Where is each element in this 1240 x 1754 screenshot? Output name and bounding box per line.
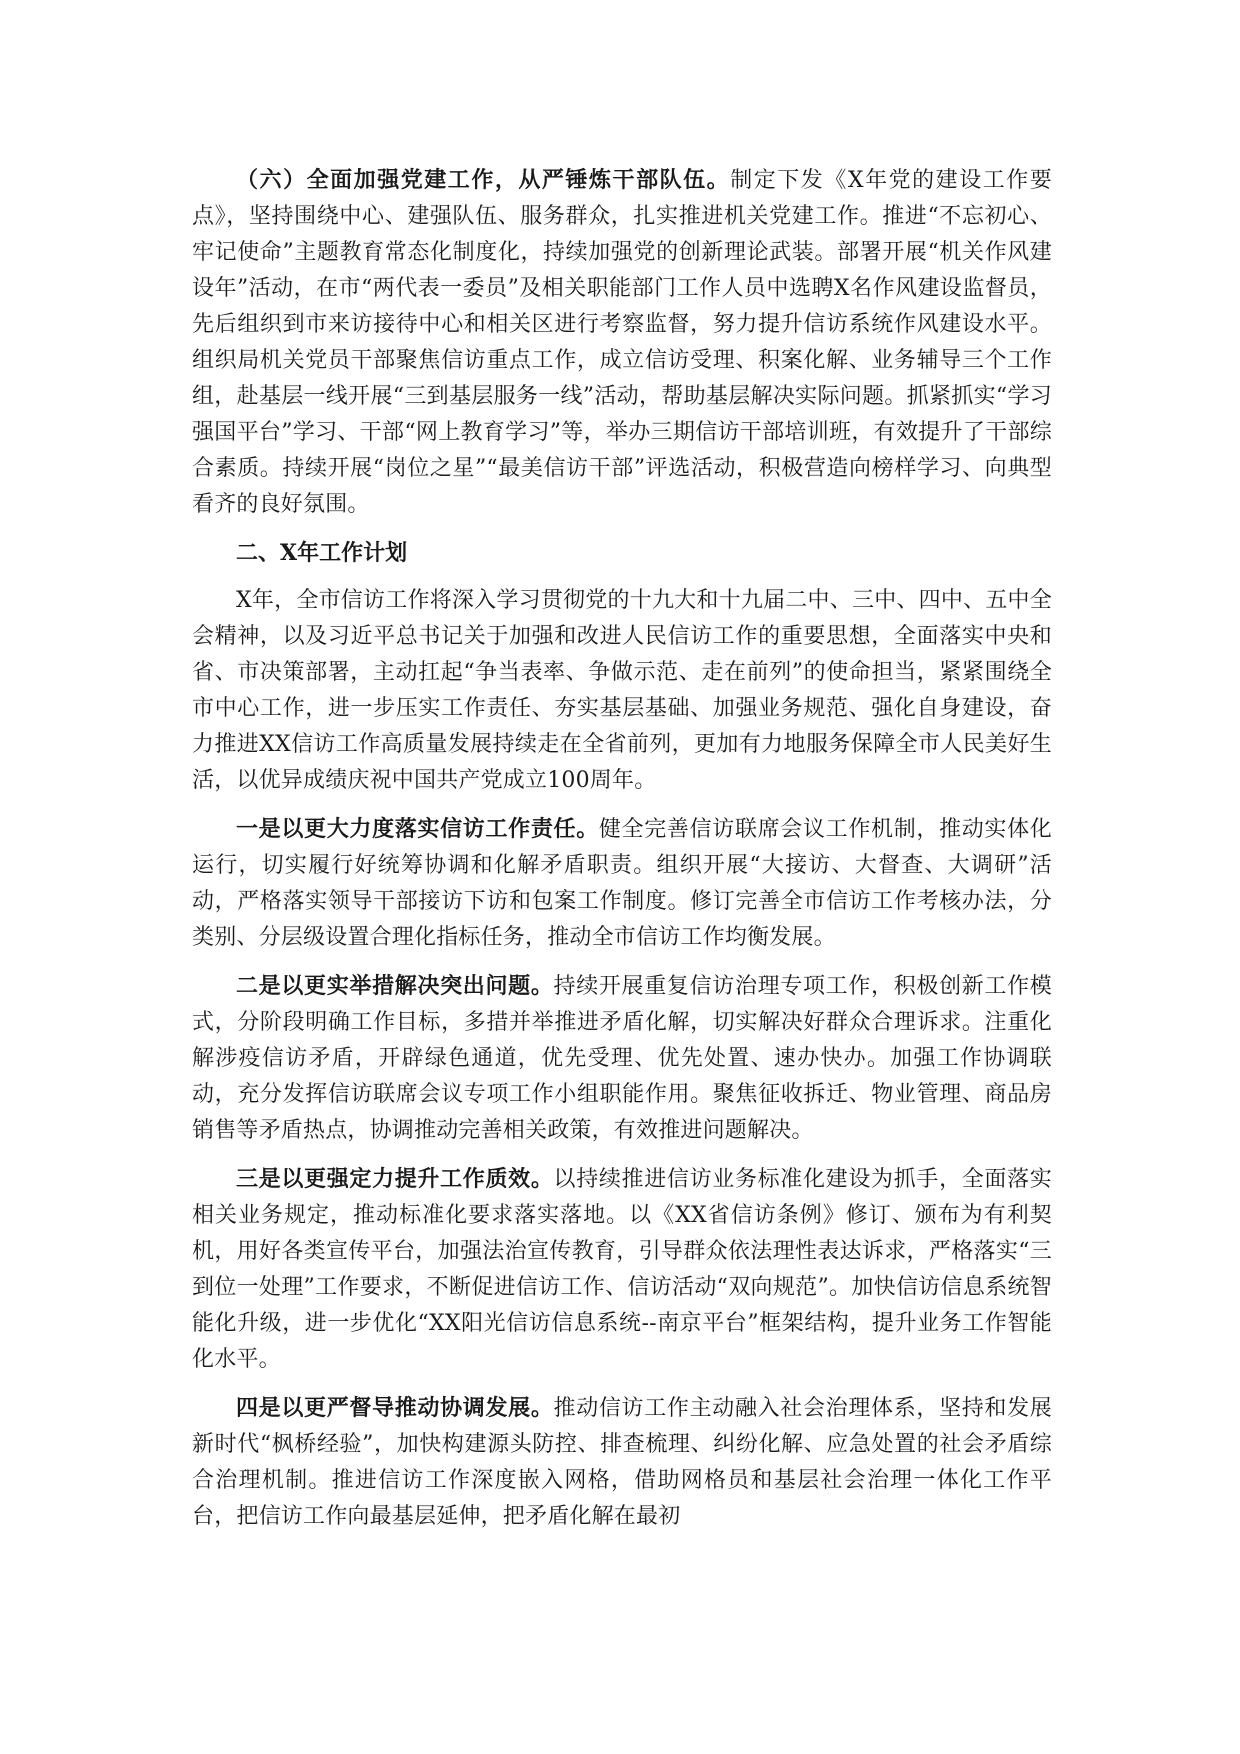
paragraph-item-three — [192, 1161, 1052, 1378]
paragraph-body: 以持续推进信访业务标准化建设为抓手，全面落实相关业务规定，推动标准化要求落实落地。以《XX省信访条例》修订、颁布为有利契机，用好各类宣传平台，加强法治宣传教育，引导群众依法理性表达诉求，严格落实“三到位一处理”工作要求，不断促进信访工作、信访活动“双向规范”。加快信访信息系统智能化升级，进一步优化“XX阳光信访信息系统--南京平台”框架结构，提升业务工作智能化水平。 — [192, 1167, 1052, 1372]
paragraph-plan-intro: X年，全市信访工作将深入学习贯彻党的十九大和十九届二中、三中、四中、五中全会精神，以及习近平总书记关于加强和改进人民信访工作的重要思想，全面落实中央和省、市决策部署，主动扛起“争当表率、争做示范、走在前列”的使命担当，紧紧围绕全市中心工作，进一步压实工作责任、夯实基层基础、加强业务规范、强化自身建设，奋力推进XX信访工作高质量发展持续走在全省前列，更加有力地服务保障全市人民美好生活，以优异成绩庆祝中国共产党成立100周年。 — [192, 588, 1052, 793]
paragraph-party-building — [192, 162, 1052, 523]
paragraph-lead: 四是以更严督导推动协调发展。 — [236, 1395, 554, 1421]
paragraph-lead: （六）全面加强党建工作，从严锤炼干部队伍。 — [236, 167, 731, 193]
section-heading-work-plan: 二、X年工作计划 — [236, 540, 408, 566]
paragraph-body: 推动信访工作主动融入社会治理体系，坚持和发展新时代“枫桥经验”，加快构建源头防控、排查梳理、纠纷化解、应急处置的社会矛盾综合治理机制。推进信访工作深度嵌入网格，借助网格员和基层社会治理一体化工作平台，把信访工作向最基层延伸，把矛盾化解在最初 — [192, 1396, 1052, 1529]
paragraph-lead: 一是以更大力度落实信访工作责任。 — [236, 816, 599, 842]
paragraph-body: 健全完善信访联席会议工作机制，推动实体化运行，切实履行好统筹协调和化解矛盾职责。组织开展“大接访、大督查、大调研”活动，严格落实领导干部接访下访和包案工作制度。修订完善全市信访工作考核办法，分类别、分层级设置合理化指标任务，推动全市信访工作均衡发展。 — [192, 817, 1052, 950]
paragraph-item-two — [192, 968, 1052, 1149]
paragraph-item-one — [192, 811, 1052, 956]
paragraph-lead: 三是以更强定力提升工作质效。 — [236, 1166, 554, 1192]
paragraph-body: 制定下发《X年党的建设工作要点》，坚持围绕中心、建强队伍、服务群众，扎实推进机关党建工作。推进“不忘初心、牢记使命”主题教育常态化制度化，持续加强党的创新理论武装。部署开展“机关作风建设年”活动，在市“两代表一委员”及相关职能部门工作人员中选聘X名作风建设监督员，先后组织到市来访接待中心和相关区进行考察监督，努力提升信访系统作风建设水平。组织局机关党员干部聚焦信访重点工作，成立信访受理、积案化解、业务辅导三个工作组，赴基层一线开展“三到基层服务一线”活动，帮助基层解决实际问题。抓紧抓实“学习强国平台”学习、干部“网上教育学习”等，举办三期信访干部培训班，有效提升了干部综合素质。持续开展“岗位之星”“最美信访干部”评选活动，积极营造向榜样学习、向典型看齐的良好氛围。 — [192, 168, 1052, 517]
document-page — [192, 162, 1052, 1547]
paragraph-body: 持续开展重复信访治理专项工作，积极创新工作模式，分阶段明确工作目标，多措并举推进矛盾化解，切实解决好群众合理诉求。注重化解涉疫信访矛盾，开辟绿色通道，优先受理、优先处置、速办快办。加强工作协调联动，充分发挥信访联席会议专项工作小组职能作用。聚焦征收拆迁、物业管理、商品房销售等矛盾热点，协调推动完善相关政策，有效推进问题解决。 — [192, 974, 1052, 1143]
paragraph-item-four — [192, 1390, 1052, 1535]
paragraph-lead: 二是以更实举措解决突出问题。 — [236, 973, 554, 999]
